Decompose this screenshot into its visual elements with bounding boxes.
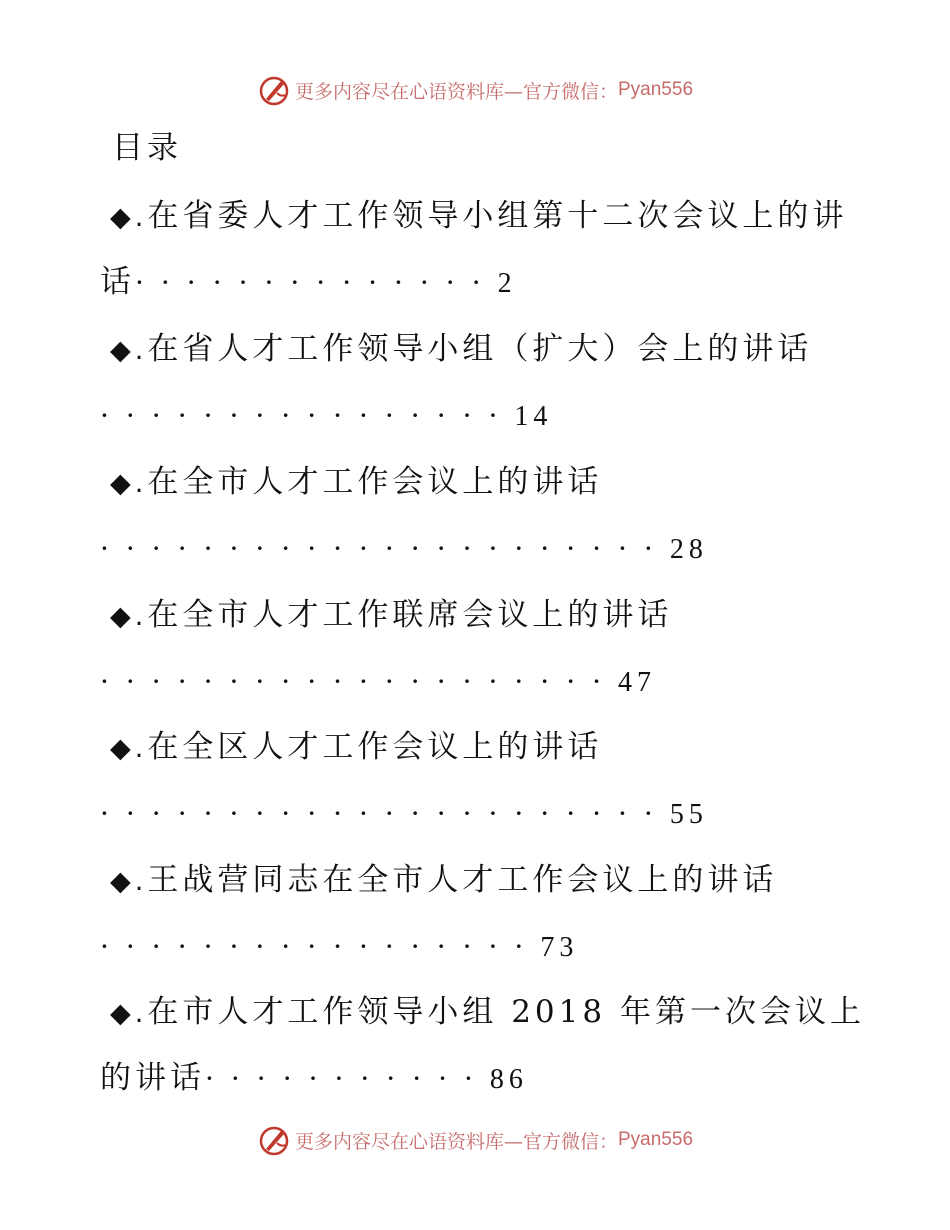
entry-page-number: 55 [669, 799, 708, 830]
banner-wechat-id: Pyan556 [618, 79, 694, 100]
entry-title: 在省委人才工作领导小组第十二次会议上的讲 [147, 198, 848, 234]
leader-dots: ···················· [100, 665, 619, 698]
entry-title: 在全市人才工作联席会议上的讲话 [147, 597, 673, 633]
leader-dots: ··········· [205, 1062, 490, 1095]
entry-page-number: 86 [489, 1064, 528, 1095]
entry-page-number: 2 [497, 268, 517, 299]
toc-entry[interactable] [100, 331, 860, 441]
entry-title: 王战营同志在全市人才工作会议上的讲话 [147, 862, 778, 898]
toc-entry[interactable] [100, 464, 860, 574]
diamond-bullet-icon: ◆. [110, 335, 148, 366]
banner-wechat-id: Pyan556 [618, 1129, 694, 1150]
diamond-bullet-icon: ◆. [110, 468, 148, 499]
entry-page-number: 14 [514, 401, 553, 432]
toc-entry[interactable] [100, 597, 860, 707]
toc-entry[interactable] [100, 994, 865, 1104]
diamond-bullet-icon: ◆. [110, 866, 148, 897]
toc-entry[interactable] [100, 862, 860, 972]
entry-title-continued: 的讲话 [100, 1060, 205, 1096]
toc-entry[interactable] [100, 729, 860, 839]
header-banner [0, 70, 950, 110]
entry-title-continued: 话 [100, 264, 135, 300]
entry-title: 在全市人才工作会议上的讲话 [147, 464, 603, 500]
diamond-bullet-icon: ◆. [110, 998, 148, 1029]
pen-logo-icon [257, 73, 291, 107]
entry-page-number: 47 [618, 667, 657, 698]
leader-dots: ·············· [135, 266, 498, 299]
banner-text: 更多内容尽在心语资料库—官方微信： [294, 80, 618, 103]
entry-page-number: 73 [540, 932, 579, 963]
banner-text: 更多内容尽在心语资料库—官方微信： [294, 1130, 618, 1153]
toc-title: 目录 [112, 130, 182, 166]
entry-title: 在市人才工作领导小组 2018 年第一次会议上 [147, 994, 865, 1030]
leader-dots: ················ [100, 399, 515, 432]
entry-title: 在全区人才工作会议上的讲话 [147, 729, 603, 765]
diamond-bullet-icon: ◆. [110, 733, 148, 764]
leader-dots: ······················ [100, 532, 670, 565]
leader-dots: ······················ [100, 797, 670, 830]
diamond-bullet-icon: ◆. [110, 601, 148, 632]
entry-page-number: 28 [669, 534, 708, 565]
leader-dots: ················· [100, 930, 541, 963]
toc-entry[interactable] [100, 198, 860, 308]
diamond-bullet-icon: ◆. [110, 202, 148, 233]
pen-logo-icon [257, 1123, 291, 1157]
footer-banner [0, 1120, 950, 1160]
entry-title: 在省人才工作领导小组（扩大）会上的讲话 [147, 331, 813, 367]
